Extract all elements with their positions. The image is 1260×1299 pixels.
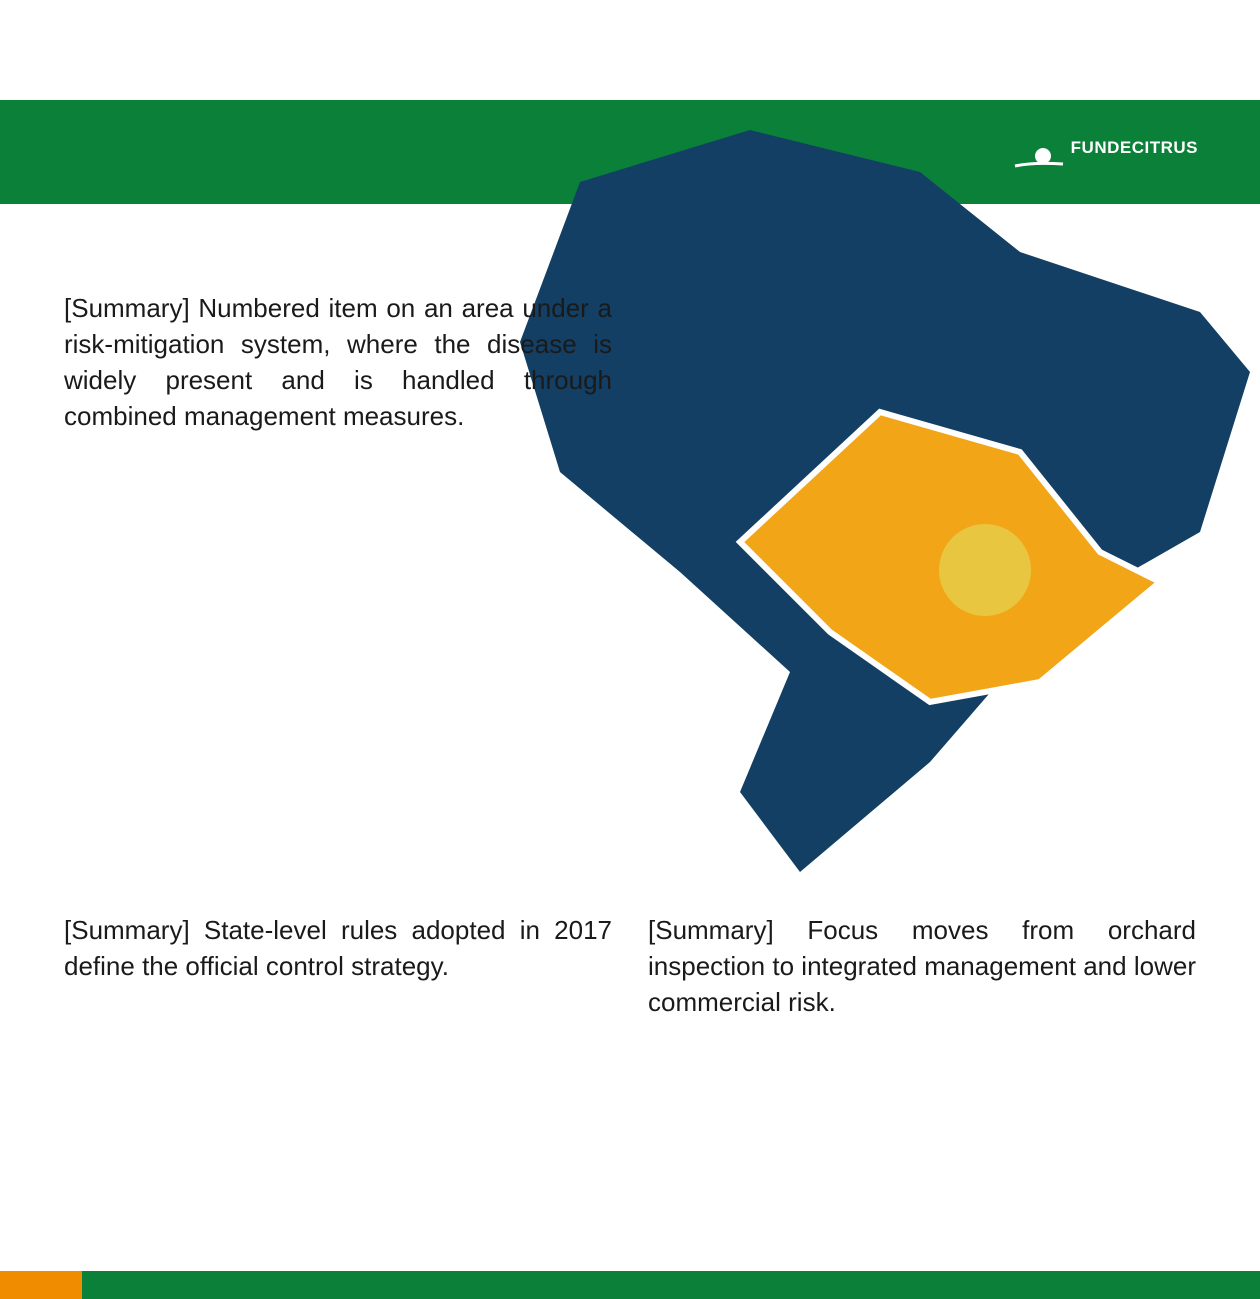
footer-band xyxy=(0,1271,1260,1299)
smr-section-summary: [Summary] Numbered item on an area under a risk-mitigation system, where the disease is widely present and is handled through combined management measures. xyxy=(64,293,612,431)
orange-fruit-icon xyxy=(939,524,1031,616)
brazil-map-illustration xyxy=(500,112,1260,877)
brand-name: FUNDECITRUS xyxy=(1070,138,1198,157)
leaf-logo-icon xyxy=(1013,140,1065,172)
sao-paulo-section-summary-continued: [Summary] Focus moves from orchard inspection to integrated management and lower commercial risk. xyxy=(648,915,1196,1017)
map-icon xyxy=(500,112,1260,872)
fundecitrus-logo xyxy=(1071,138,1198,158)
footer-accent xyxy=(0,1271,82,1299)
sao-paulo-section-summary: [Summary] State-level rules adopted in 2017 define the official control strategy. xyxy=(64,915,612,981)
